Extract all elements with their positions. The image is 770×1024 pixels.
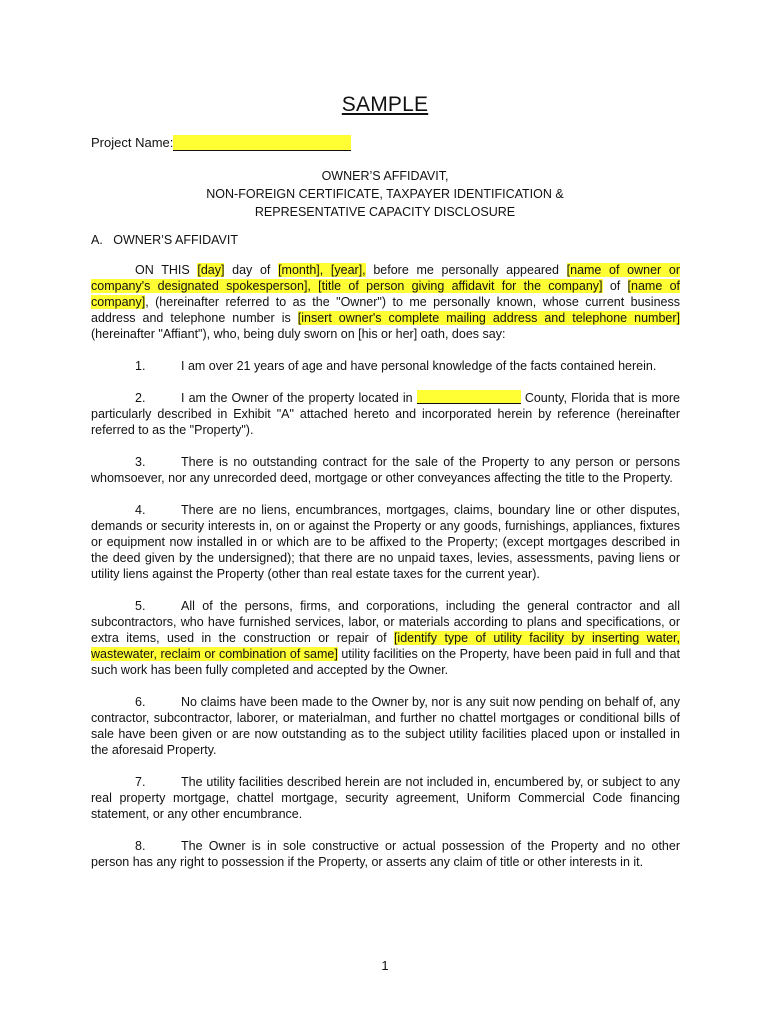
paragraph-number: 3. — [135, 455, 146, 469]
address-placeholder: [insert owner's complete mailing address and telephone number] — [297, 311, 681, 325]
paragraph-4 — [91, 502, 680, 582]
project-name-label: Project Name: — [91, 135, 174, 150]
intro-text: , (hereinafter referred to as the "Owner") to me personally known, whose current business address and telephone number is — [91, 295, 680, 325]
project-name-line — [91, 135, 351, 151]
paragraph-1 — [91, 358, 680, 374]
paragraph-text: There is no outstanding contract for the sale of the Property to any person or persons whomsoever, nor any unrecorded deed, mortgage or other conveyances affecting the title to the Property. — [91, 455, 680, 485]
paragraph-6 — [91, 694, 680, 758]
utility-type-placeholder: [identify type of utility facility by inserting water, wastewater, reclaim or combination of same] — [91, 631, 680, 661]
document-title: SAMPLE — [341, 93, 429, 116]
paragraph-number: 4. — [135, 503, 146, 517]
heading-line-2: NON-FOREIGN CERTIFICATE, TAXPAYER IDENTIFICATION & — [206, 187, 564, 201]
heading-line-3: REPRESENTATIVE CAPACITY DISCLOSURE — [254, 205, 516, 219]
paragraph-text: I am over 21 years of age and have personal knowledge of the facts contained herein. — [181, 359, 657, 373]
paragraph-number: 5. — [135, 599, 146, 613]
month-year-placeholder: [month], [year], — [278, 263, 366, 277]
paragraph-number: 7. — [135, 775, 146, 789]
paragraph-number: 6. — [135, 695, 146, 709]
affidavit-body — [91, 262, 680, 886]
paragraph-text: The utility facilities described herein are not included in, encumbered by, or subject to any real property mortgage, chattel mortgage, security agreement, Uniform Commercial Code financing statement, or any other encumbrance. — [91, 775, 680, 821]
paragraph-5 — [91, 598, 680, 678]
owner-name-placeholder: [name of owner or company's designated spokesperson], [title of person giving affidavit for the company] — [91, 263, 680, 293]
paragraph-text: All of the persons, firms, and corporations, including the general contractor and all subcontractors, who have furnished services, labor, or materials according to plans and specifications, or extra items, used in the construction or repair of — [91, 599, 680, 645]
section-a-heading: A. OWNER’S AFFIDAVIT — [91, 233, 239, 247]
paragraph-text: No claims have been made to the Owner by, nor is any suit now pending on behalf of, any contractor, subcontractor, laborer, or materialman, and further no chattel mortgages or conditional bills of sale have been given or are now outstanding as to the subject utility facilities placed upon or installed in the aforesaid Property. — [91, 695, 680, 757]
intro-text: of — [602, 279, 628, 293]
paragraph-2 — [91, 390, 680, 438]
paragraph-number: 1. — [135, 359, 146, 373]
intro-text: ON THIS — [135, 263, 198, 277]
project-name-field[interactable] — [173, 135, 351, 151]
paragraph-number: 2. — [135, 391, 146, 405]
day-placeholder: [day] — [197, 263, 225, 277]
paragraph-text: County, Florida that is more particularly described in Exhibit "A" attached hereto and incorporated herein by reference (hereinafter referred to as the "Property"). — [91, 391, 680, 437]
intro-text: (hereinafter "Affiant"), who, being duly sworn on [his or her] oath, does say: — [91, 327, 506, 341]
county-field[interactable] — [417, 390, 521, 404]
paragraph-number: 8. — [135, 839, 146, 853]
paragraph-7 — [91, 774, 680, 822]
intro-text: day of — [224, 263, 279, 277]
company-name-placeholder: [name of company] — [91, 279, 681, 309]
paragraph-text: The Owner is in sole constructive or actual possession of the Property and no other person has any right to possession if the Property, or asserts any claim of title or other interests in it. — [91, 839, 680, 869]
affidavit-heading — [0, 167, 770, 221]
intro-text: before me personally appeared — [365, 263, 567, 277]
heading-line-1: OWNER’S AFFIDAVIT, — [321, 169, 449, 183]
paragraph-3 — [91, 454, 680, 486]
intro-paragraph — [91, 262, 680, 342]
paragraph-text: utility facilities on the Property, have been paid in full and that such work has been fully completed and accepted by the Owner. — [91, 647, 680, 677]
paragraph-text: I am the Owner of the property located in — [181, 391, 417, 405]
page-number: 1 — [381, 958, 389, 973]
paragraph-text: There are no liens, encumbrances, mortgages, claims, boundary line or other disputes, demands or security interests in, on or against the Property or any goods, furnishings, appliances, fixtures or equipment now installed in or which are to be affixed to the Property; (except mortgages described in the deed given by the undersigned); that there are no unpaid taxes, levies, assessments, paving liens or utility liens against the Property (other than real estate taxes for the current year). — [91, 503, 680, 581]
paragraph-8 — [91, 838, 680, 870]
